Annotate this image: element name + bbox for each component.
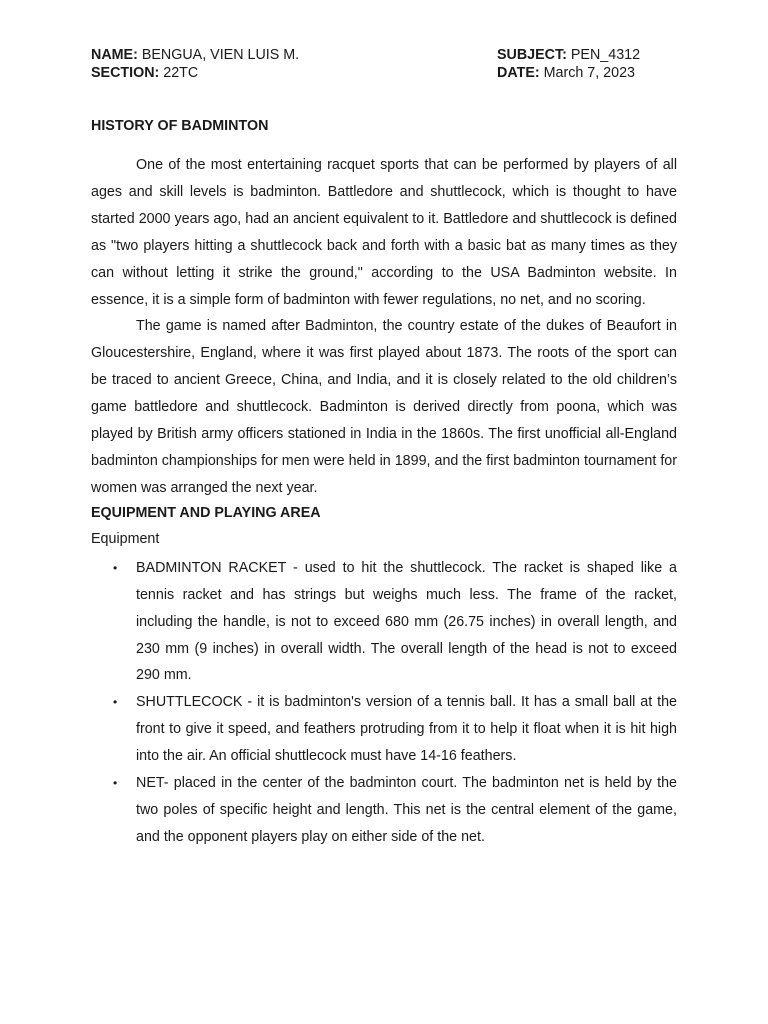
list-item [91,770,677,851]
header-right-column [497,46,640,82]
list-item [91,555,677,690]
section-line [91,64,299,82]
name-label: NAME: [91,47,138,63]
subject-label: SUBJECT: [497,47,567,63]
bullet-icon: • [113,776,118,791]
header-left-column [91,46,299,82]
equipment-subheading: Equipment [91,530,160,547]
list-item-text: BADMINTON RACKET - used to hit the shuttlecock. The racket is shaped like a tennis racket and has strings but weighs much less. The frame of the racket, including the handle, is not to exceed 680 mm (26.75 inches) in overall length, and 230 mm (9 inches) in overall width. The overall length of the head is not to exceed 290 mm. [136,559,677,684]
bullet-icon: • [113,695,118,710]
section-value: 22TC [159,65,199,81]
name-value: BENGUA, VIEN LUIS M. [137,47,300,63]
subject-value: PEN_4312 [566,47,641,63]
section-label: SECTION: [91,65,160,81]
equipment-heading: EQUIPMENT AND PLAYING AREA [91,504,321,521]
name-line [91,46,299,64]
date-label: DATE: [497,65,540,81]
date-line [497,64,640,82]
history-heading: HISTORY OF BADMINTON [91,118,269,134]
document-body [91,115,677,851]
list-item-text: NET- placed in the center of the badminton court. The badminton net is held by the two poles of specific height and length. This net is the central element of the game, and the opponent players play on either side of the net. [136,775,677,845]
history-paragraph-2: The game is named after Badminton, the country estate of the dukes of Beaufort in Gloucestershire, England, where it was first played about 1873. The roots of the sport can be traced to ancient Greece, China, and India, and it is closely related to the old children’s game battledore and shuttlecock. Badminton is derived directly from poona, which was played by British army officers stationed in India in the 1860s. The first unofficial all-England badminton championships for men were held in 1899, and the first badminton tournament for women was arranged the next year. [91,318,677,496]
history-paragraph-1: One of the most entertaining racquet sports that can be performed by players of all ages and skill levels is badminton. Battledore and shuttlecock, which is thought to have started 2000 years ago, had an ancient equivalent to it. Battledore and shuttlecock is defined as "two players hitting a shuttlecock back and forth with a basic bat as many times as they can without letting it strike the ground," according to the USA Badminton website. In essence, it is a simple form of badminton with fewer regulations, no net, and no scoring. [91,157,677,308]
date-value: March 7, 2023 [539,65,635,81]
bullet-icon: • [113,560,118,575]
subject-line [497,46,640,64]
equipment-list [91,555,677,851]
list-item-text: SHUTTLECOCK - it is badminton's version of a tennis ball. It has a small ball at the front to give it speed, and feathers protruding from it to help it float when it is hit high into the air. An official shuttlecock must have 14-16 feathers. [136,694,677,765]
list-item [91,689,677,770]
